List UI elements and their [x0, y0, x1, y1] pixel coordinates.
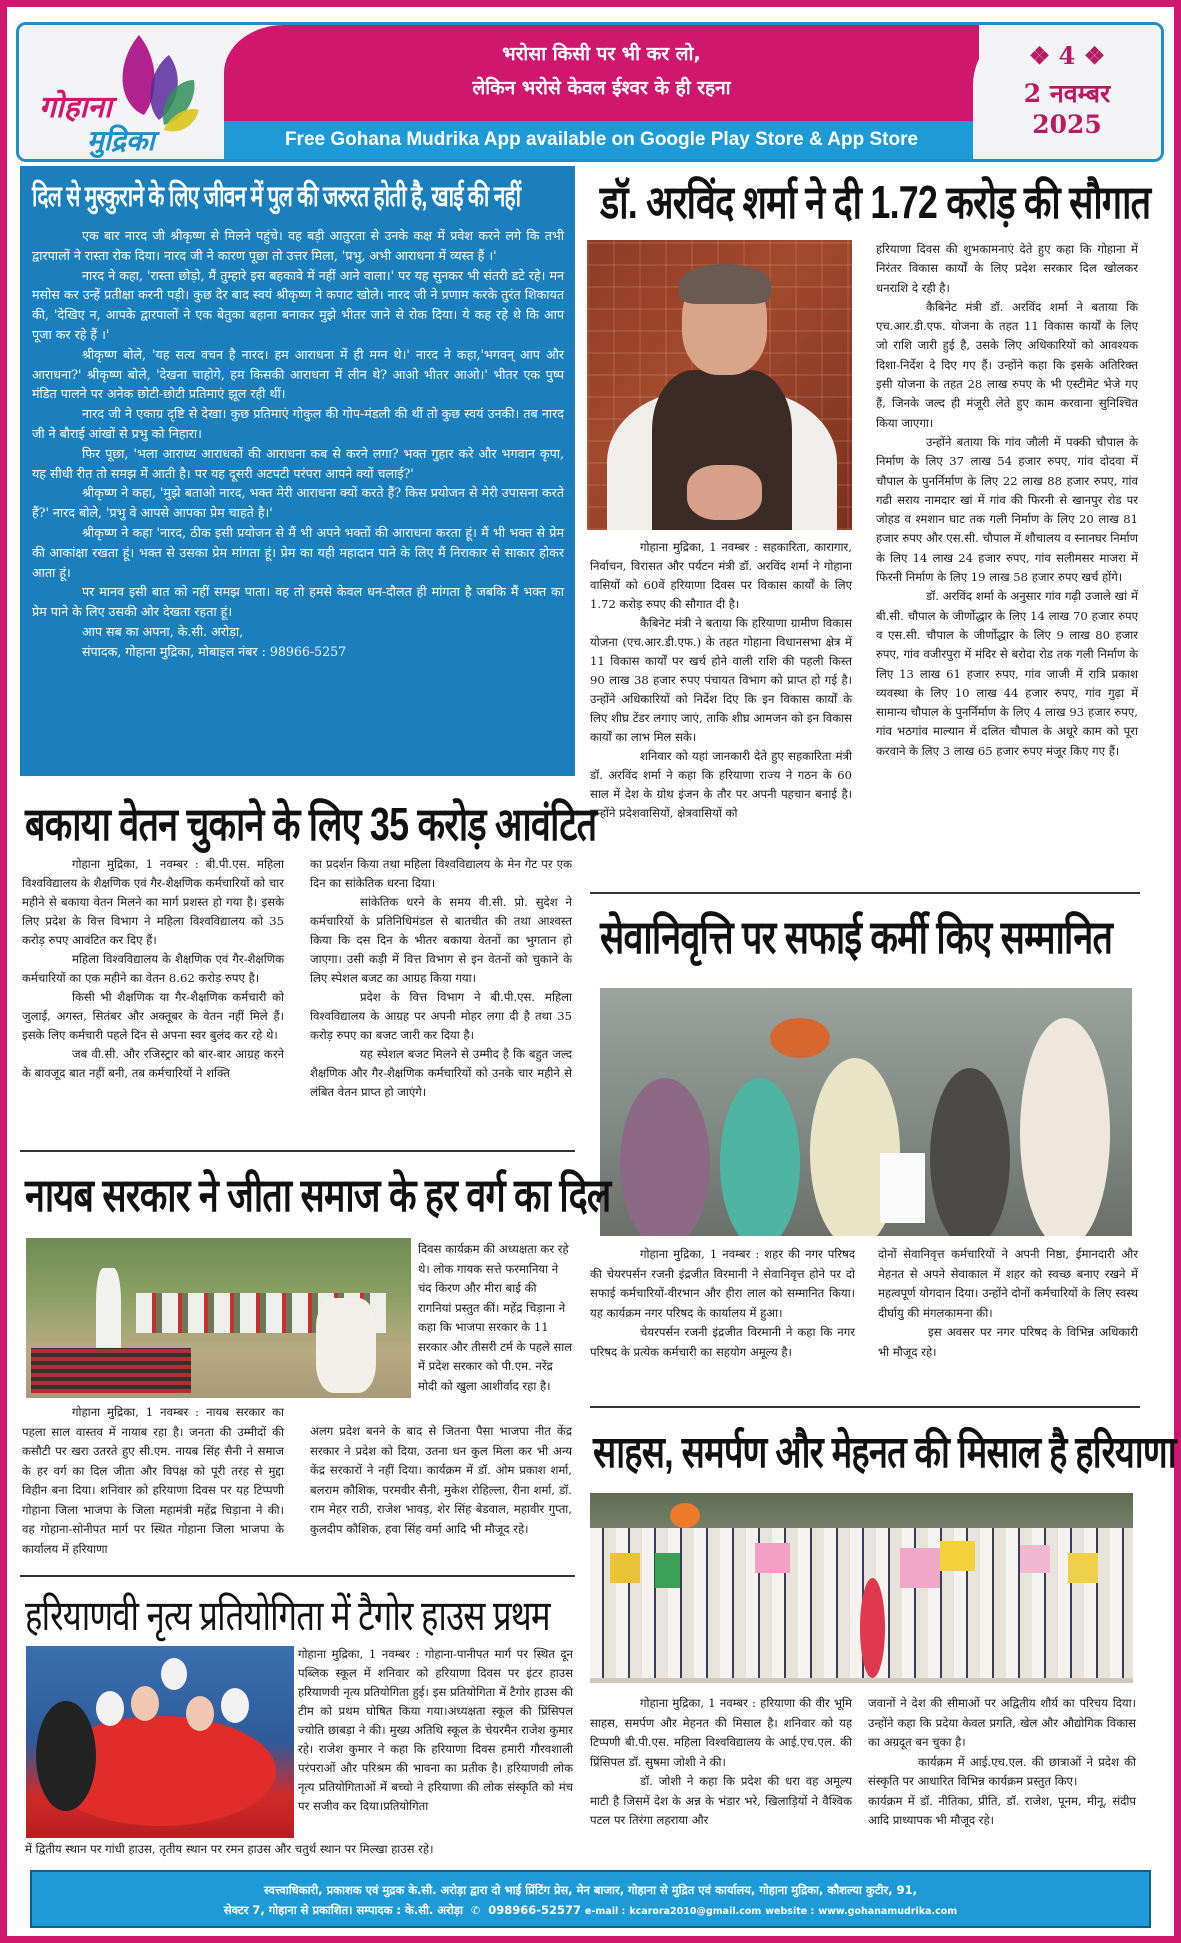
- divider: [20, 1150, 575, 1152]
- retirement-col-1: [590, 1245, 855, 1362]
- logo-text-mudrika: मुद्रिका: [87, 124, 155, 157]
- salary-col-2: [310, 855, 572, 1102]
- issue-info: [973, 25, 1161, 159]
- imprint-email[interactable]: kcarora2010@gmail.com: [629, 1906, 762, 1917]
- photo-shape: [1020, 1018, 1110, 1236]
- placard: [610, 1553, 640, 1583]
- dance-headline: हरियाणवी नृत्य प्रतियोगिता में टैगोर हाउस प्रथम: [25, 1592, 550, 1639]
- photo-shape: [221, 1688, 249, 1723]
- lotus-logo-icon: [99, 35, 209, 135]
- editorial-body: [32, 226, 564, 662]
- haryana-paragraph: कार्यक्रम में आई.एच.एल. की छात्राओं ने प्रदेश की संस्कृति पर आधारित विभिन्न कार्यक्रम प्रस्तुत किए।: [868, 1754, 1136, 1788]
- dance-photo: [26, 1646, 294, 1838]
- photo-shape: [96, 1691, 124, 1726]
- sharma-paragraph: हरियाणा दिवस की शुभकामनाएं देते हुए कहा कि गोहाना में निरंतर विकास कार्यों के लिए प्रदेश सरकार दिल खोलकर धनराशि दे रही है।: [876, 242, 1138, 295]
- haryana-col-2: [868, 1694, 1136, 1831]
- photo-shape: [131, 1686, 159, 1721]
- salary-paragraph: प्रदेश के वित्त विभाग ने बी.पी.एस. महिला विश्वविद्यालय के आग्रह पर अपनी मोहर लगा दी है तथा 35 करोड़ रुपए का बजट जारी कर दिया है।: [310, 990, 572, 1042]
- photo-shape: [770, 1018, 830, 1058]
- editorial-paragraph: श्रीकृष्ण बोले, 'यह सत्य वचन है नारद। हम आराधना में ही मग्न थे।' नारद ने कहा,'भगवन् आप और आराधना?' श्रीकृष्ण बोले, 'देखना चाहोगे, हम किसकी आराधना में लीन थे? आओ भीतर आओ।' भीतर एक पुष्प मंडित पालने पर अनेक छोटी-छोटी प्रतिमाएं झूल रही थीं।: [32, 346, 564, 402]
- divider: [20, 1575, 575, 1577]
- nayab-paragraph: अलग प्रदेश बनने के बाद से जितना पैसा भाजपा नीत केंद्र सरकार ने प्रदेश को दिया, उतना धन कुल मिला कर भी अन्य केंद्र सरकारों ने नहीं दिया। कार्यक्रम में डॉ. ओम प्रकाश शर्मा, बलराम कौशिक, परमवीर सैनी, मुकेश रोहिल्ला, रीना शर्मा, डॉ. राम मेहर राठी, राजेश भावड़, शेर सिंह बेडवाल, महावीर गुप्ता, कुलदीप कौशिक, हवा सिंह वर्मा आदि भी मौजूद रहे।: [310, 1424, 572, 1536]
- app-promo-band: [224, 121, 979, 159]
- imprint-phone[interactable]: 098966-52577: [488, 1903, 581, 1917]
- sharma-paragraph: उन्होंने बताया कि गांव जौली में पक्की चौपाल के निर्माण के लिए 37 लाख 54 हजार रुपए, गांव दोदवा में चौपाल के पुनर्निर्माण के लिए 22 लाख 88 हजार रुपए, गांव गढी सराय नामदार खां में गांव की फिरनी से खानपुर रोड पर जोहड व श्मशान घाट तक गली निर्माण के लिए 20 लाख 81 हजार रुपए और एस.सी. चौपाल में शौचालय व स्नानघर निर्माण के लिए 14 लाख 24 हजार रुपए, गांव सलीमसर माजरा में फिरनी निर्माण के लिए 19 लाख 58 हजार रुपए खर्च होंगे।: [876, 434, 1138, 585]
- certificate: [880, 1153, 925, 1223]
- imprint-line-2: [32, 1900, 1149, 1922]
- issue-date: 2 नवम्बर: [1023, 79, 1111, 108]
- tagline-line-1: भरोसा किसी पर भी कर लो,: [502, 43, 701, 65]
- salary-headline: बकाया वेतन चुकाने के लिए 35 करोड़ आवंटित: [25, 798, 597, 850]
- tagline-band: [224, 25, 979, 121]
- divider: [590, 892, 1140, 894]
- haryana-headline: साहस, समर्पण और मेहनत की मिसाल है हरियाणा: [593, 1428, 1176, 1477]
- haryana-paragraph: जवानों ने देश की सीमाओं पर अद्वितीय शौर्य का परिचय दिया। उन्होंने कहा कि प्रदेया केवल प्रगति, खेल और औद्योगिक विकास का अग्रदूत बन चुका है।: [868, 1696, 1136, 1749]
- imprint-website[interactable]: www.gohanamudrika.com: [818, 1906, 958, 1917]
- photo-shape: [670, 1503, 700, 1528]
- sharma-col-2: [876, 240, 1138, 761]
- placard: [655, 1553, 680, 1588]
- editorial-paragraph: फिर पूछा, 'भला आराध्य आराधकों की आराधना कब से करने लगा? भक्त गुहार करे और भगवान कृपा, यह सीधी रीत तो समझ में आती है। पर यह दूसरी अटपटी परंपरा आपने क्यों चलाई?': [32, 445, 564, 481]
- photo-shape: [31, 1348, 191, 1393]
- tagline-line-2: लेकिन भरोसे केवल ईश्वर के ही रहना: [472, 77, 731, 99]
- nayab-paragraph: दिवस कार्यक्रम की अध्यक्षता कर रहे थे। लोक गायक सत्ते फरमानिया ने चंद किरण और मीरा बाई की रागनियां प्रस्तुत कीं। महेंद्र चिड़ाना ने कहा कि भाजपा सरकार के 11 सरकार और तीसरी टर्म के पहले साल में प्रदेश सरकार को पी.एम. नरेंद्र मोदी को खुला आशीर्वाद रहा है।: [418, 1242, 573, 1393]
- nayab-paragraph: गोहाना मुद्रिका, 1 नवम्बर : नायब सरकार का पहला साल वास्तव में नायाब रहा है। जनता की उम्मीदों की कसौटी पर खरा उतरते हुए सी.एम. नायब सिंह सैनी ने समाज के हर वर्ग का दिल जीता और विपक्ष को पूरी तरह से मुद्दा विहीन बना दिया। शनिवार को हरियाणा दिवस पर यह टिप्पणी गोहाना जिला भाजपा के जिला महामंत्री महेंद्र चिड़ाना ने की। वह गोहाना-सोनीपत मार्ग पर स्थित गोहाना जिला भाजपा के कार्यालय में हरियाणा: [22, 1405, 284, 1556]
- imprint-publisher: सेक्टर 7, गोहाना से प्रकाशित। सम्पादक : के.सी. अरोड़ा: [223, 1903, 463, 1917]
- retirement-photo: [600, 988, 1132, 1236]
- photo-shape: [186, 1696, 214, 1731]
- salary-paragraph: किसी भी शैक्षणिक या गैर-शैक्षणिक कर्मचारी को जुलाई, अगस्त, सितंबर और अक्तूबर के वेतन नहीं मिले हैं। इसके लिए कर्मचारी पहले दिन से अपना स्वर बुलंद कर रहे थे।: [22, 990, 284, 1042]
- masthead: [16, 22, 1164, 162]
- photo-shape: [679, 264, 771, 304]
- tagline: [224, 37, 979, 105]
- sharma-headline: डॉ. अरविंद शर्मा ने दी 1.72 करोड़ की सौगात: [600, 176, 1151, 228]
- retirement-paragraph: इस अवसर पर नगर परिषद के विभिन्न अधिकारी भी मौजूद रहे।: [878, 1325, 1138, 1359]
- nayab-headline: नायब सरकार ने जीता समाज के हर वर्ग का दिल: [25, 1169, 611, 1221]
- editorial-paragraph: नारद ने कहा, 'रास्ता छोड़ो, मैं तुम्हारे इस बहकावे में नहीं आने वाला।' पर यह सुनकर भी संतरी डटे रहे। मन मसोस कर उन्हें प्रतीक्षा करनी पड़ी। कुछ देर बाद स्वयं श्रीकृष्ण ने कपाट खोले। नारद जी ने प्रणाम करके तुरंत शिकायत की, 'देखिए न, आपके द्वारपालों ने एक बेतुका बहाना बनाकर मुझे भीतर जाने से रोक दिया। ये कह रहे थे कि आप पूजा कर रहे हैं ।': [32, 267, 564, 342]
- photo-shape: [316, 1298, 376, 1393]
- photo-shape: [720, 1078, 800, 1236]
- photo-shape: [930, 1068, 1010, 1236]
- placard: [1068, 1553, 1098, 1583]
- editorial-contact: संपादक, गोहाना मुद्रिका, मोबाइल नंबर : 98966-5257: [82, 643, 347, 659]
- page-number: ❖ 4 ❖: [1028, 41, 1106, 70]
- nayab-col-1: [22, 1403, 284, 1559]
- haryana-paragraph: कार्यक्रम में डॉ. नीतिका, प्रीति, डॉ. राजेश, पूनम, मीनू, संदीप आदि प्राध्यापक भी मौजूद रहे।: [868, 1793, 1136, 1827]
- editorial-paragraph: पर मानव इसी बात को नहीं समझ पाता। वह तो हमसे केवल धन-दौलत ही मांगता है जबकि मैं भक्त का प्रेम पाने के लिए उसकी ओर देखता रहता हूं।: [32, 584, 564, 620]
- photo-shape: [687, 465, 762, 520]
- haryana-col-1: [590, 1694, 852, 1831]
- photo-shape: [860, 1578, 885, 1678]
- retirement-paragraph: चेयरपर्सन रजनी इंद्रजीत विरमानी ने कहा कि नगर परिषद के प्रत्येक कर्मचारी का सहयोग अमूल्य है।: [590, 1325, 855, 1359]
- dance-side-text: [298, 1645, 573, 1816]
- imprint-line-1: स्वत्त्वाधिकारी, प्रकाशक एवं मुद्रक के.सी. अरोड़ा द्वारा दो भाई प्रिंटिंग प्रेस, मेन बाजार, गोहाना से मुद्रित एवं कार्यालय, गोहाना मुद्रिका, कौशल्या कुटीर, 91,: [264, 1883, 917, 1897]
- haryana-paragraph: गोहाना मुद्रिका, 1 नवम्बर : हरियाणा की वीर भूमि साहस, समर्पण और मेहनत की मिसाल है। शनिवार को यह टिप्पणी बी.पी.एस. महिला विश्वविद्यालय के आई.एच.एल. की प्रिंसिपल डॉ. सुषमा जोशी ने की।: [590, 1696, 852, 1769]
- nayab-col-2: [310, 1422, 572, 1539]
- divider: [590, 1406, 1140, 1408]
- editorial-paragraph: एक बार नारद जी श्रीकृष्ण से मिलने पहुंचे। वह बड़ी आतुरता से उनके कक्ष में प्रवेश करने लगे कि तभी द्वारपालों ने रास्ता रोक दिया। नारद जी ने कारण पूछा तो उत्तर मिला, 'प्रभु, अभी आराधना में व्यस्त हैं ।': [32, 228, 564, 263]
- salary-paragraph: गोहाना मुद्रिका, 1 नवम्बर : बी.पी.एस. महिला विश्वविद्यालय के शैक्षणिक एवं गैर-शैक्षणिक कर्मचारियों को चार महीने से बकाया वेतन मिलने का मार्ग प्रशस्त हो गया है। इसके लिए प्रदेश के वित्त विभाग ने महिला विश्वविद्यालय को 35 करोड़ रुपए आवंटित कर दिए हैं।: [22, 857, 284, 947]
- retirement-paragraph: गोहाना मुद्रिका, 1 नवम्बर : शहर की नगर परिषद की चेयरपर्सन रजनी इंद्रजीत विरमानी ने सेवानिवृत्त होने पर दो सफाई कर्मचारियों-वीरभान और हीरा लाल को सम्मानित किया। यह कार्यक्रम नगर परिषद के कार्यालय में हुआ।: [590, 1247, 855, 1320]
- photo-shape: [620, 1078, 710, 1236]
- meeting-photo: [26, 1238, 411, 1398]
- dance-paragraph: गोहाना मुद्रिका, 1 नवम्बर : गोहाना-पानीपत मार्ग पर स्थित दून पब्लिक स्कूल में शनिवार को हरियाणा दिवस पर इंटर हाउस हरियाणवी नृत्य प्रतियोगिता हुई। इस प्रतियोगिता में टैगोर हाउस की टीम को प्रथम घोषित किया गया।अध्यक्षता स्कूल की प्रिंसिपल ज्योति छाबड़ा ने की। मुख्य अतिथि स्कूल के चेयरमैन राजेश कुमार रहे। राजेश कुमार ने कहा कि हरियाणा दिवस हमारी गौरवशाली परंपराओं और परिश्रम की भावना का प्रतीक है। हरियाणवी लोक नृत्य प्रतियोगिताओं में बच्चो ने हरियाणा की लोक संस्कृति को मंच पर सजीव कर दिया।प्रतियोगिता: [298, 1647, 573, 1813]
- editorial-article: [20, 166, 575, 776]
- sharma-paragraph: कैबिनेट मंत्री ने बताया कि हरियाणा ग्रामीण विकास योजना (एच.आर.डी.एफ.) के तहत गोहाना विधानसभा क्षेत्र में 11 विकास कार्यों पर खर्च होने वाली राशि की पहली किस्त 90 लाख 38 हजार रुपए पंचायत विभाग को प्राप्त हो गई है। उन्होंने अधिकारियों को निर्देश दिए कि इन विकास कार्यों के लिए शीघ्र टेंडर लगाए जाएं, ताकि शीघ्र आमजन को इन विकास कार्यों का लाभ मिल सके।: [590, 616, 852, 744]
- haryana-paragraph: डॉ. जोशी ने कहा कि प्रदेश की धरा वह अमूल्य माटी है जिसमें देश के अन्न के भंडार भरे, खिलाड़ियों ने वैश्विक पटल पर तिरंगा लहराया और: [590, 1774, 852, 1827]
- salary-paragraph: का प्रदर्शन किया तथा महिला विश्वविद्यालय के मेन गेट पर एक दिन का सांकेतिक धरना दिया।: [310, 857, 572, 890]
- dance-bottom-line: [25, 1840, 575, 1859]
- editorial-paragraph: श्रीकृष्ण ने कहा 'नारद, ठीक इसी प्रयोजन से मैं भी अपने भक्तों की आराधना करता हूं। मैं भी भक्त से प्रेम की आकांक्षा रखता हूं। भक्त से उसका प्रेम मांगता हूं। प्रेम का यही महादान पाने के लिए मैं निराकार से साकार होकर आता हूं।: [32, 524, 564, 580]
- salary-paragraph: सांकेतिक धरने के समय वी.सी. प्रो. सुदेश ने कर्मचारियों के प्रतिनिधिमंडल से बातचीत की तथा आश्वस्त किया कि दस दिन के भीतर बकाया वेतनों का भुगतान हो जाएगा। उसी कड़ी में वित्त विभाग से इन वेतनों को चुकाने के लिए स्पेशल बजट का आग्रह किया गया।: [310, 895, 572, 985]
- email-label: e-mail :: [585, 1906, 626, 1917]
- retirement-headline: सेवानिवृत्ति पर सफाई कर्मी किए सम्मानित: [600, 911, 1113, 963]
- sharma-col-1: [590, 538, 852, 823]
- photo-shape: [36, 1701, 96, 1811]
- issue-year: 2025: [1032, 110, 1102, 139]
- phone-icon: ✆: [470, 1904, 481, 1917]
- salary-paragraph: जब वी.सी. और रजिस्ट्रार को बार-बार आग्रह करने के बावजूद बात नहीं बनी, तब कर्मचारियों ने शक्ति: [22, 1047, 284, 1080]
- sharma-paragraph: डॉ. अरविंद शर्मा के अनुसार गांव गढ़ी उजाले खां में बी.सी. चौपाल के जीर्णोद्धार के लिए 14 लाख 70 हजार रुपए व एस.सी. चौपाल के जीर्णोद्धार के लिए 9 लाख 80 हजार रुपए, गांव वजीरपुरा में मंदिर से बरोदा रोड तक गली निर्माण के लिए 13 लाख 61 हजार रुपए, गांव जाजी में रात्रि प्रकाश व्यवस्था के लिए 10 लाख 44 हजार रुपए, गांव गुढ़ा में सामान्य चौपाल के पुनर्निर्माण के लिए 4 लाख 93 हजार रुपए, गांव भठगांव माल्यान में दलित चौपाल के अधूरे काम को पूरा करवाने के लिए 3 लाख 65 हजार रुपए मंजूर किए गए हैं।: [876, 589, 1138, 758]
- imprint-footer: [30, 1870, 1151, 1928]
- salary-col-1: [22, 855, 284, 1083]
- salary-paragraph: महिला विश्वविद्यालय के शैक्षणिक एवं गैर-शैक्षणिक कर्मचारियों का एक महीने का वेतन 8.62 करोड़ रुपए है।: [22, 952, 284, 985]
- website-label: website :: [765, 1906, 815, 1917]
- retirement-col-2: [878, 1245, 1138, 1362]
- logo-text-gohana: गोहाना: [39, 90, 112, 125]
- editorial-headline: दिल से मुस्कुराने के लिए जीवन में पुल की जरुरत होती है, खाई की नहीं: [32, 181, 521, 213]
- app-promo-text[interactable]: Free Gohana Mudrika App available on Google Play Store & App Store: [284, 129, 919, 150]
- minister-photo: [587, 240, 852, 530]
- placard: [900, 1548, 940, 1588]
- placard: [940, 1541, 975, 1571]
- photo-shape: [161, 1658, 187, 1690]
- placard: [755, 1543, 790, 1573]
- editorial-paragraph: श्रीकृष्ण ने कहा, 'मुझे बताओ नारद, भक्त मेरी आराधना क्यों करते हैं? किस प्रयोजन से मेरी उपासना करते हैं?' नारद बोले, 'प्रभु वे आपसे आपका प्रेम चाहते है।': [32, 485, 564, 521]
- placard: [1020, 1545, 1050, 1573]
- sharma-paragraph: कैबिनेट मंत्री डॉ. अरविंद शर्मा ने बताया कि एच.आर.डी.एफ. योजना के तहत 11 विकास कार्यों के लिए जो राशि जारी हुई है, उसके लिए अधिकारियों को आवश्यक दिशा-निर्देश दे दिए गए हैं। उन्होंने कहा कि इसके अतिरिक्त इसी योजना के तहत 28 लाख रुपए के भी एस्टीमेट भेजे गए हैं, जिनके जल्द ही मंजूरी लेते हुए काम करवाना सुनिश्चित किया जाएगा।: [876, 299, 1138, 430]
- students-photo: [590, 1493, 1133, 1683]
- editorial-paragraph: नारद जी ने एकाग्र दृष्टि से देखा। कुछ प्रतिमाएं गोकुल की गोप-मंडली की थीं तो कुछ स्वयं उनकी। तब नारद जी ने बौराई आंखों से प्रभु को निहारा।: [32, 406, 564, 441]
- sharma-paragraph: शनिवार को यहां जानकारी देते हुए सहकारिता मंत्री डॉ. अरविंद शर्मा ने कहा कि हरियाणा राज्य ने गठन के 60 साल में देश के ग्रोथ इंजन के तौर पर अपनी पहचान बनाई है। उन्होंने प्रदेशवासियों, क्षेत्रवासियों को: [590, 749, 852, 820]
- dance-paragraph: में द्वितीय स्थान पर गांधी हाउस, तृतीय स्थान पर रमन हाउस और चतुर्थ स्थान पर मिल्खा हाउस रहे।: [25, 1842, 434, 1856]
- retirement-paragraph: दोनों सेवानिवृत्त कर्मचारियों ने अपनी निष्ठा, ईमानदारी और मेहनत से अपने सेवाकाल में शहर को स्वच्छ बनाए रखने में महत्वपूर्ण योगदान दिया। उन्होंने दोनों कर्मचारियों के लिए स्वस्थ दीर्घायु की मंगलकामना की।: [878, 1247, 1138, 1320]
- logo: [19, 25, 224, 159]
- editorial-signoff: आप सब का अपना, के.सी. अरोड़ा,: [82, 623, 244, 639]
- sharma-paragraph: गोहाना मुद्रिका, 1 नवम्बर : सहकारिता, कारागार, निर्वाचन, विरासत और पर्यटन मंत्री डॉ. अरविंद शर्मा ने गोहाना वासियों को 60वें हरियाणा दिवस पर विकास कार्यों के लिए 1.72 करोड़ रुपए की सौगात दी है।: [590, 540, 852, 611]
- nayab-side-col: [418, 1240, 573, 1396]
- salary-paragraph: यह स्पेशल बजट मिलने से उम्मीद है कि बहुत जल्द शैक्षणिक और गैर-शैक्षणिक कर्मचारियों को उनके चार महीने से लंबित वेतन प्राप्त हो जाएंगे।: [310, 1047, 572, 1099]
